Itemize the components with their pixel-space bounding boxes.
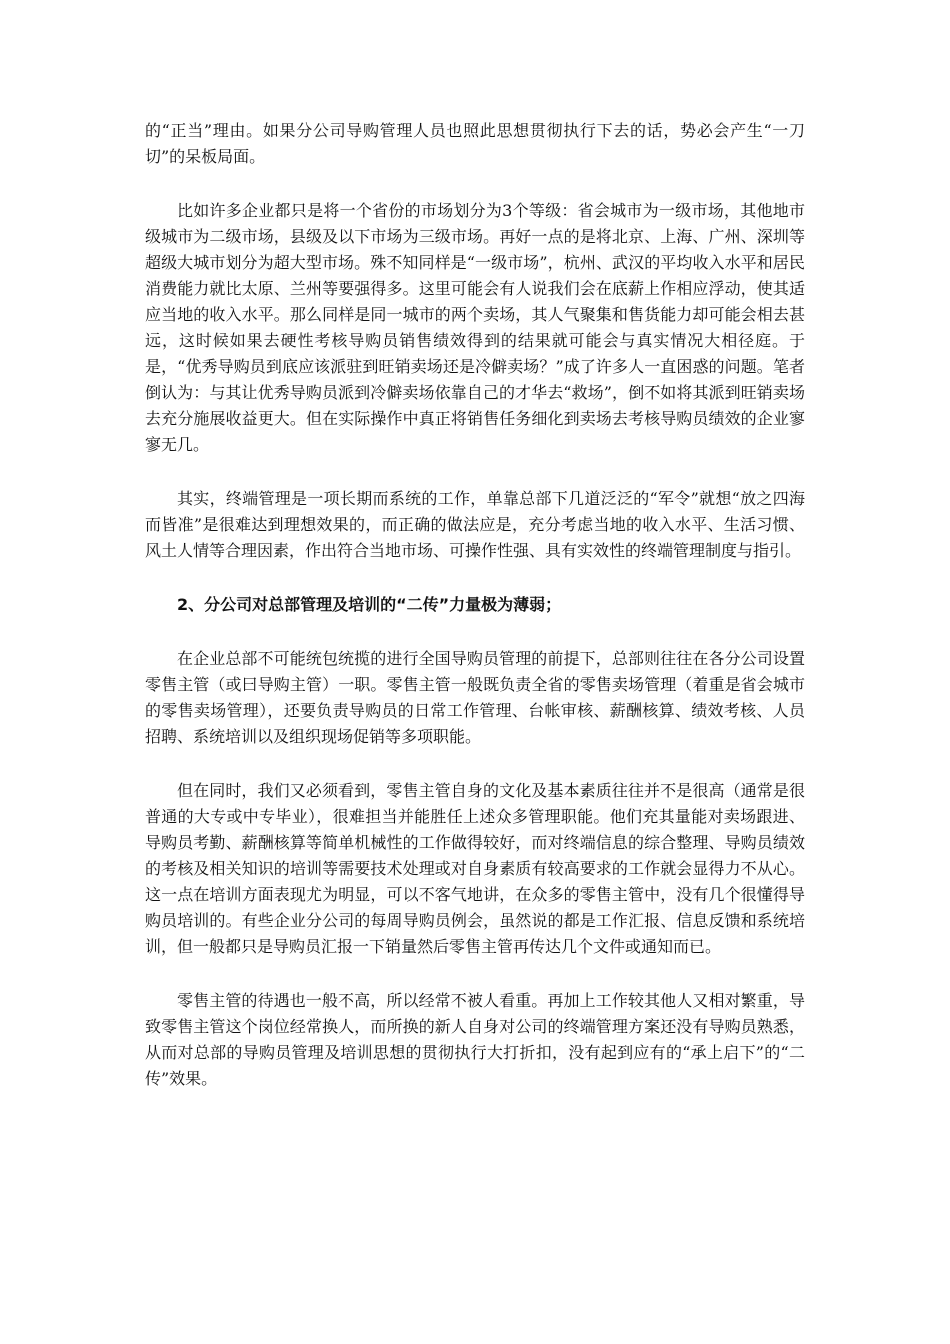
paragraph-continuation: 的“正当”理由。如果分公司导购管理人员也照此思想贯彻执行下去的话，势必会产生“一刀切”的呆板局面。 — [145, 121, 805, 166]
document-body — [145, 118, 805, 1120]
section-heading: 2、分公司对总部管理及培训的“二传”力量极为薄弱； — [177, 595, 562, 614]
paragraph-retail-supervisor: 在企业总部不可能统包统揽的进行全国导购员管理的前提下，总部则往往在各分公司设置零售主管（或曰导购主管）一职。零售主管一般既负责全省的零售卖场管理（着重是省会城市的零售卖场管理），还要负责导购员的日常工作管理、台帐审核、薪酬核算、绩效考核、人员招聘、系统培训以及组织现场促销等多项职能。 — [145, 649, 805, 746]
paragraph-terminal-management: 其实，终端管理是一项长期而系统的工作，单靠总部下几道泛泛的“军令”就想“放之四海而皆准”是很难达到理想效果的，而正确的做法应是，充分考虑当地的收入水平、生活习惯、风土人情等合理因素，作出符合当地市场、可操作性强、具有实效性的终端管理制度与指引。 — [145, 489, 805, 560]
paragraph-market-tiers: 比如许多企业都只是将一个省份的市场划分为3个等级：省会城市为一级市场，其他地市级城市为二级市场，县级及以下市场为三级市场。再好一点的是将北京、上海、广州、深圳等超级大城市划分为超大型市场。殊不知同样是“一级市场”，杭州、武汉的平均收入水平和居民消费能力就比太原、兰州等要强得多。这里可能会有人说我们会在底薪上作相应浮动，使其适应当地的收入水平。那么同样是同一城市的两个卖场，其人气聚集和售货能力却可能会相去甚远，这时候如果去硬性考核导购员销售绩效得到的结果就可能会与真实情况大相径庭。于是，“优秀导购员到底应该派驻到旺销卖场还是冷僻卖场？”成了许多人一直困惑的问题。笔者倒认为：与其让优秀导购员派到冷僻卖场依靠自己的才华去“救场”，倒不如将其派到旺销卖场去充分施展收益更大。但在实际操作中真正将销售任务细化到卖场去考核导购员绩效的企业寥寥无几。 — [145, 201, 805, 454]
paragraph-supervisor-pay: 零售主管的待遇也一般不高，所以经常不被人看重。再加上工作较其他人又相对繁重，导致零售主管这个岗位经常换人，而所换的新人自身对公司的终端管理方案还没有导购员熟悉，从而对总部的导购员管理及培训思想的贯彻执行大打折扣，没有起到应有的“承上启下”的“二传”效果。 — [145, 991, 805, 1088]
paragraph-supervisor-quality: 但在同时，我们又必须看到，零售主管自身的文化及基本素质往往并不是很高（通常是很普通的大专或中专毕业），很难担当并能胜任上述众多管理职能。他们充其量能对卖场跟进、导购员考勤、薪酬核算等简单机械性的工作做得较好，而对终端信息的综合整理、导购员绩效的考核及相关知识的培训等需要技术处理或对自身素质有较高要求的工作就会显得力不从心。这一点在培训方面表现尤为明显，可以不客气地讲，在众多的零售主管中，没有几个很懂得导购员培训的。有些企业分公司的每周导购员例会，虽然说的都是工作汇报、信息反馈和系统培训，但一般都只是导购员汇报一下销量然后零售主管再传达几个文件或通知而已。 — [145, 781, 805, 956]
